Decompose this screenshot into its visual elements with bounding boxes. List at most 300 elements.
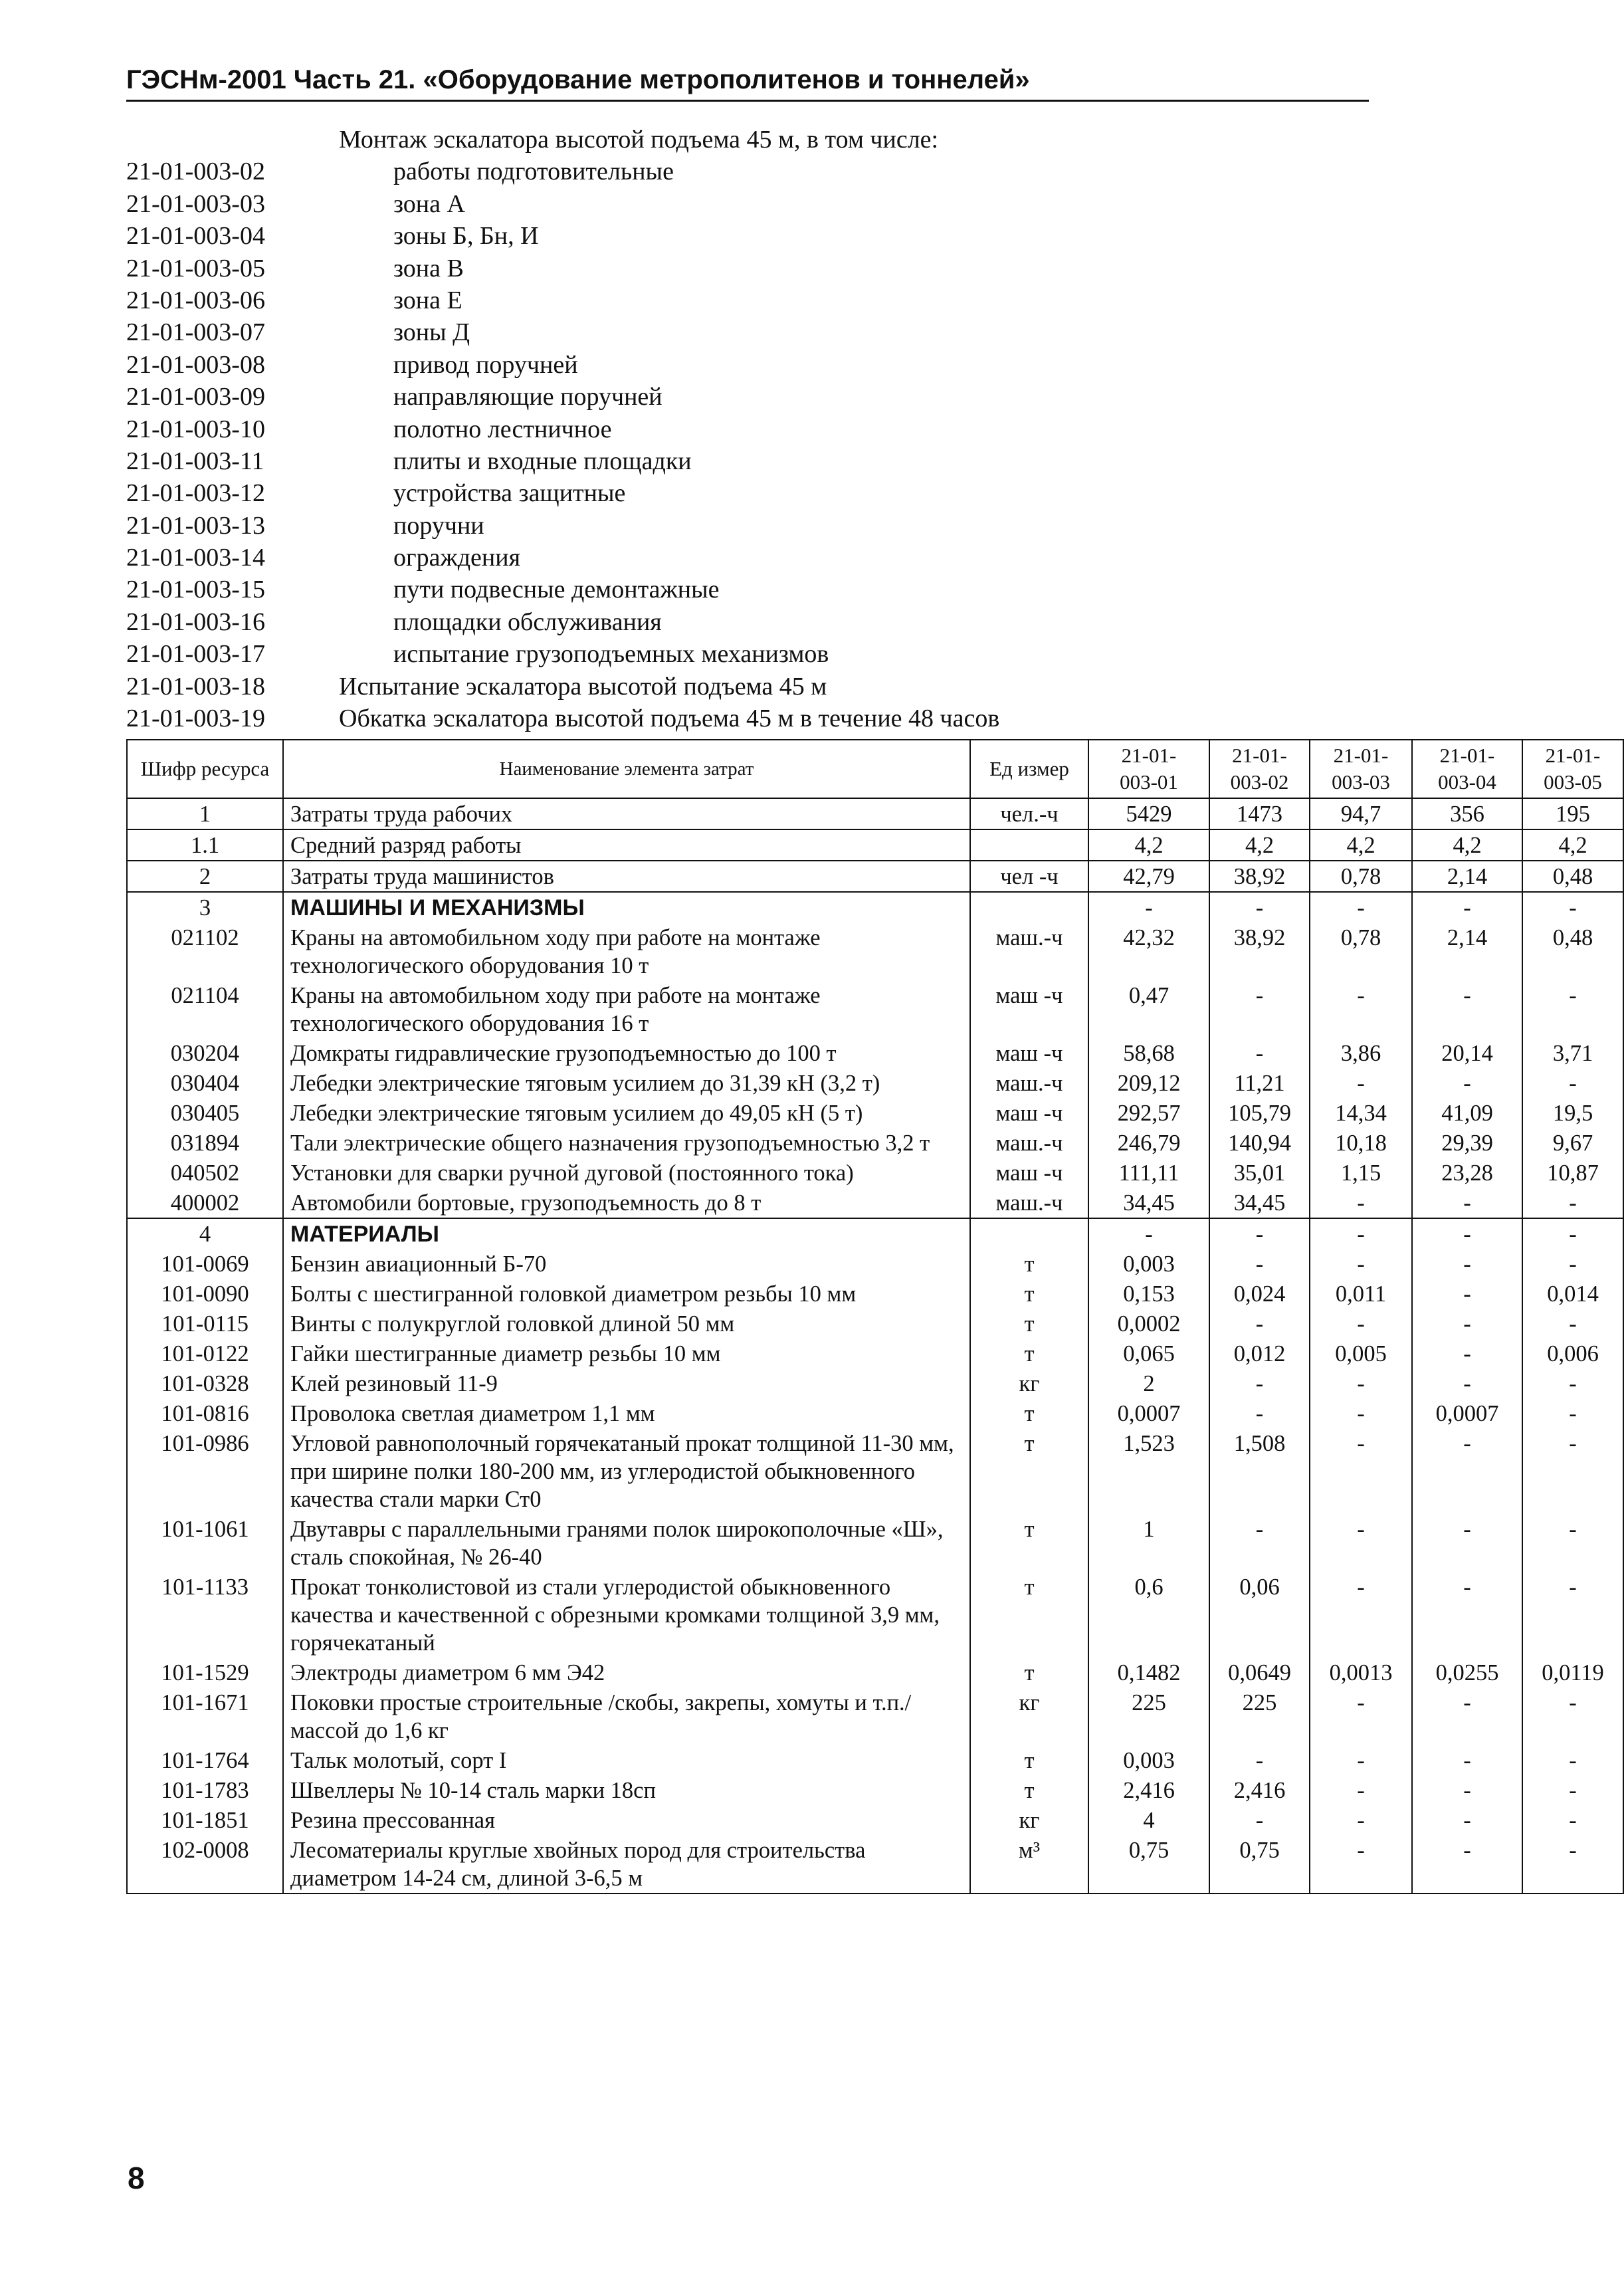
code-list-item-text: площадки обслуживания (393, 607, 662, 636)
value-cell: 3,71 (1522, 1038, 1623, 1068)
unit-cell: кг (970, 1805, 1088, 1835)
value-cell: 0,065 (1088, 1339, 1209, 1368)
value-cell: - (1209, 1368, 1310, 1398)
unit-cell: т (970, 1428, 1088, 1514)
code-list-item-code: 21-01-003-08 (126, 350, 265, 379)
resource-code-cell: 101-1851 (127, 1805, 283, 1835)
code-list (126, 124, 1356, 734)
value-cell: 0,014 (1522, 1279, 1623, 1309)
value-cell: 35,01 (1209, 1158, 1310, 1188)
value-cell: - (1310, 1249, 1412, 1279)
element-name-cell: Установки для сварки ручной дуговой (постоянного тока) (283, 1158, 970, 1188)
table-row (127, 1658, 1623, 1687)
resource-code-cell: 101-1133 (127, 1572, 283, 1658)
value-cell: 0,75 (1088, 1835, 1209, 1894)
value-cell: - (1310, 1687, 1412, 1745)
value-cell: 11,21 (1209, 1068, 1310, 1098)
code-list-item-code: 21-01-003-12 (126, 479, 265, 508)
value-cell: 2,14 (1412, 922, 1522, 980)
value-cell: - (1522, 1835, 1623, 1894)
value-cell: 58,68 (1088, 1038, 1209, 1068)
value-cell: 4,2 (1310, 829, 1412, 861)
resource-table (126, 739, 1624, 1894)
table-row (127, 798, 1623, 829)
table-row (127, 1745, 1623, 1775)
unit-cell: маш -ч (970, 980, 1088, 1038)
table-row (127, 1398, 1623, 1428)
code-list-item-code: 21-01-003-07 (126, 318, 265, 347)
value-cell: 0,011 (1310, 1279, 1412, 1309)
unit-cell: маш -ч (970, 1098, 1088, 1128)
table-row (127, 1249, 1623, 1279)
header-unit: Ед измер (970, 740, 1088, 798)
value-cell: - (1310, 1398, 1412, 1428)
value-cell: 0,006 (1522, 1339, 1623, 1368)
code-list-item-text: зоны Б, Бн, И (393, 222, 539, 251)
value-cell: 10,18 (1310, 1128, 1412, 1158)
code-list-item-text: плиты и входные площадки (393, 447, 692, 475)
code-list-item (126, 220, 1356, 252)
resource-code-cell: 3 (127, 892, 283, 922)
value-cell: 0,003 (1088, 1745, 1209, 1775)
resource-code-cell: 031894 (127, 1128, 283, 1158)
value-cell: - (1310, 1835, 1412, 1894)
value-cell: - (1209, 1038, 1310, 1068)
code-list-item-code: 21-01-003-09 (126, 383, 265, 411)
value-cell: - (1209, 1514, 1310, 1572)
value-cell: - (1412, 1745, 1522, 1775)
code-list-item-text: зоны Д (393, 318, 470, 347)
code-list-item-code: 21-01-003-18 (126, 672, 265, 701)
resource-code-cell: 021102 (127, 922, 283, 980)
code-list-item (126, 671, 1356, 703)
value-cell: 3,86 (1310, 1038, 1412, 1068)
value-cell: - (1522, 1368, 1623, 1398)
code-list-item-text: зона А (393, 189, 465, 218)
code-list-item-text: работы подготовительные (393, 158, 674, 186)
unit-cell: т (970, 1775, 1088, 1805)
unit-cell: т (970, 1249, 1088, 1279)
value-cell: 0,48 (1522, 861, 1623, 892)
value-cell: 4,2 (1209, 829, 1310, 861)
table-row (127, 922, 1623, 980)
value-cell: 9,67 (1522, 1128, 1623, 1158)
value-cell: - (1310, 1745, 1412, 1775)
value-cell: 1,15 (1310, 1158, 1412, 1188)
value-cell: - (1412, 1687, 1522, 1745)
value-cell: 0,0255 (1412, 1658, 1522, 1687)
value-cell: 209,12 (1088, 1068, 1209, 1098)
table-row (127, 1835, 1623, 1894)
value-cell: 0,0013 (1310, 1658, 1412, 1687)
table-row (127, 1687, 1623, 1745)
value-cell: 225 (1209, 1687, 1310, 1745)
value-cell: - (1522, 1428, 1623, 1514)
code-list-item (126, 477, 1356, 509)
value-cell: - (1412, 1339, 1522, 1368)
page-header: ГЭСНм-2001 Часть 21. «Оборудование метрополитенов и тоннелей» (126, 61, 1369, 102)
value-cell: - (1209, 1218, 1310, 1249)
value-cell: - (1412, 1279, 1522, 1309)
value-cell: - (1522, 1514, 1623, 1572)
code-list-item (126, 638, 1356, 670)
table-row (127, 1428, 1623, 1514)
unit-cell (970, 892, 1088, 922)
code-list-item-text: устройства защитные (393, 479, 626, 508)
code-list-item (126, 510, 1356, 542)
unit-cell: т (970, 1398, 1088, 1428)
header-col-4: 21-01- 003-04 (1412, 740, 1522, 798)
element-name-cell: Винты с полукруглой головкой длиной 50 мм (283, 1309, 970, 1339)
value-cell: - (1412, 1218, 1522, 1249)
value-cell: 2,416 (1088, 1775, 1209, 1805)
header-element-name: Наименование элемента затрат (283, 740, 970, 798)
value-cell: - (1310, 892, 1412, 922)
header-col-5: 21-01- 003-05 (1522, 740, 1623, 798)
unit-cell: маш -ч (970, 1038, 1088, 1068)
table-row (127, 1038, 1623, 1068)
element-name-cell: Краны на автомобильном ходу при работе на монтаже технологического оборудования 10 т (283, 922, 970, 980)
value-cell: - (1412, 1514, 1522, 1572)
element-name-cell: Краны на автомобильном ходу при работе на монтаже технологического оборудования 16 т (283, 980, 970, 1038)
code-list-item-code: 21-01-003-16 (126, 607, 265, 636)
resource-code-cell: 101-0069 (127, 1249, 283, 1279)
code-list-item-text: Обкатка эскалатора высотой подъема 45 м в течение 48 часов (339, 705, 1000, 733)
value-cell: - (1412, 1805, 1522, 1835)
resource-code-cell: 101-1061 (127, 1514, 283, 1572)
unit-cell: кг (970, 1368, 1088, 1398)
unit-cell: т (970, 1309, 1088, 1339)
value-cell: - (1088, 892, 1209, 922)
resource-code-cell: 030404 (127, 1068, 283, 1098)
value-cell: 42,79 (1088, 861, 1209, 892)
value-cell: 20,14 (1412, 1038, 1522, 1068)
value-cell: - (1209, 1309, 1310, 1339)
value-cell: 34,45 (1209, 1188, 1310, 1218)
value-cell: - (1088, 1218, 1209, 1249)
element-name-cell: Прокат тонколистовой из стали углеродистой обыкновенного качества и качественной с обрезными кромками толщиной 3,9 мм, горячекатаный (283, 1572, 970, 1658)
element-name-cell: Домкраты гидравлические грузоподъемностью до 100 т (283, 1038, 970, 1068)
value-cell: - (1412, 1068, 1522, 1098)
code-list-item (126, 606, 1356, 638)
resource-code-cell: 030405 (127, 1098, 283, 1128)
value-cell: 356 (1412, 798, 1522, 829)
code-list-item-text: зона Е (393, 286, 462, 314)
element-name-cell: МАТЕРИАЛЫ (283, 1218, 970, 1249)
table-row (127, 861, 1623, 892)
value-cell: - (1209, 1805, 1310, 1835)
resource-code-cell: 101-1783 (127, 1775, 283, 1805)
value-cell: 42,32 (1088, 922, 1209, 980)
element-name-cell: Угловой равнополочный горячекатаный прокат толщиной 11-30 мм, при ширине полки 180-200 мм, из углеродистой обыкновенного качества стали марки Ст0 (283, 1428, 970, 1514)
unit-cell: т (970, 1279, 1088, 1309)
value-cell: 1 (1088, 1514, 1209, 1572)
value-cell: 0,1482 (1088, 1658, 1209, 1687)
unit-cell: кг (970, 1687, 1088, 1745)
unit-cell: чел.-ч (970, 798, 1088, 829)
value-cell: 0,0007 (1412, 1398, 1522, 1428)
unit-cell: маш.-ч (970, 922, 1088, 980)
resource-code-cell: 101-0986 (127, 1428, 283, 1514)
header-col-3: 21-01- 003-03 (1310, 740, 1412, 798)
resource-code-cell: 400002 (127, 1188, 283, 1218)
code-list-item (126, 413, 1356, 445)
value-cell: - (1310, 1068, 1412, 1098)
unit-cell (970, 1218, 1088, 1249)
element-name-cell: Тальк молотый, сорт I (283, 1745, 970, 1775)
unit-cell: маш.-ч (970, 1128, 1088, 1158)
element-name-cell: Проволока светлая диаметром 1,1 мм (283, 1398, 970, 1428)
value-cell: 225 (1088, 1687, 1209, 1745)
code-list-item-text: поручни (393, 511, 484, 540)
value-cell: 4,2 (1412, 829, 1522, 861)
element-name-cell: Двутавры с параллельными гранями полок широкополочные «Ш», сталь спокойная, № 26-40 (283, 1514, 970, 1572)
code-list-item-code: 21-01-003-15 (126, 576, 265, 604)
value-cell: - (1412, 1835, 1522, 1894)
value-cell: - (1412, 1572, 1522, 1658)
value-cell: 0,024 (1209, 1279, 1310, 1309)
header-resource-code: Шифр ресурса (127, 740, 283, 798)
code-list-item-code: 21-01-003-10 (126, 415, 265, 443)
table-row (127, 1805, 1623, 1835)
value-cell: - (1412, 1428, 1522, 1514)
unit-cell: т (970, 1514, 1088, 1572)
element-name-cell: Поковки простые строительные /скобы, закрепы, хомуты и т.п./ массой до 1,6 кг (283, 1687, 970, 1745)
value-cell: 34,45 (1088, 1188, 1209, 1218)
value-cell: - (1310, 980, 1412, 1038)
unit-cell: т (970, 1658, 1088, 1687)
value-cell: 4,2 (1522, 829, 1623, 861)
value-cell: - (1412, 1309, 1522, 1339)
value-cell: - (1522, 1188, 1623, 1218)
value-cell: 0,47 (1088, 980, 1209, 1038)
table-row (127, 1098, 1623, 1128)
value-cell: - (1412, 1188, 1522, 1218)
value-cell: - (1522, 1572, 1623, 1658)
value-cell: - (1310, 1514, 1412, 1572)
resource-code-cell: 1 (127, 798, 283, 829)
code-list-item-text: зона В (393, 254, 464, 282)
value-cell: 38,92 (1209, 861, 1310, 892)
element-name-cell: Автомобили бортовые, грузоподъемность до 8 т (283, 1188, 970, 1218)
element-name-cell: Лебедки электрические тяговым усилием до 31,39 кН (3,2 т) (283, 1068, 970, 1098)
value-cell: - (1310, 1775, 1412, 1805)
element-name-cell: Клей резиновый 11-9 (283, 1368, 970, 1398)
code-list-item-code: 21-01-003-03 (126, 189, 265, 218)
unit-cell: маш.-ч (970, 1188, 1088, 1218)
value-cell: - (1310, 1805, 1412, 1835)
element-name-cell: Затраты труда рабочих (283, 798, 970, 829)
value-cell: 0,0002 (1088, 1309, 1209, 1339)
table-row (127, 1368, 1623, 1398)
value-cell: 94,7 (1310, 798, 1412, 829)
table-row (127, 1158, 1623, 1188)
code-list-item-text: ограждения (393, 544, 521, 572)
unit-cell (970, 829, 1088, 861)
value-cell: 4,2 (1088, 829, 1209, 861)
code-list-item-text: испытание грузоподъемных механизмов (393, 640, 829, 669)
value-cell: 4 (1088, 1805, 1209, 1835)
page-number: 8 (128, 2161, 145, 2195)
resource-code-cell: 101-1671 (127, 1687, 283, 1745)
value-cell: - (1522, 1687, 1623, 1745)
code-list-item-code: 21-01-003-13 (126, 511, 265, 540)
unit-cell: м³ (970, 1835, 1088, 1894)
table-row (127, 1188, 1623, 1218)
value-cell: 0,6 (1088, 1572, 1209, 1658)
code-list-item (126, 381, 1356, 413)
resource-code-cell: 030204 (127, 1038, 283, 1068)
resource-code-cell: 101-0328 (127, 1368, 283, 1398)
resource-code-cell: 4 (127, 1218, 283, 1249)
value-cell: - (1412, 1368, 1522, 1398)
code-list-item-text: пути подвесные демонтажные (393, 576, 720, 604)
element-name-cell: Тали электрические общего назначения грузоподъемностью 3,2 т (283, 1128, 970, 1158)
table-header-row (127, 740, 1623, 798)
value-cell: 0,78 (1310, 922, 1412, 980)
table-row (127, 1128, 1623, 1158)
code-list-title: Монтаж эскалатора высотой подъема 45 м, в том числе: (339, 126, 939, 154)
unit-cell: чел -ч (970, 861, 1088, 892)
value-cell: - (1522, 1249, 1623, 1279)
value-cell: - (1310, 1572, 1412, 1658)
element-name-cell: МАШИНЫ И МЕХАНИЗМЫ (283, 892, 970, 922)
code-list-item (126, 445, 1356, 477)
unit-cell: маш.-ч (970, 1068, 1088, 1098)
value-cell: 0,0007 (1088, 1398, 1209, 1428)
value-cell: - (1522, 892, 1623, 922)
element-name-cell: Швеллеры № 10-14 сталь марки 18сп (283, 1775, 970, 1805)
unit-cell: т (970, 1745, 1088, 1775)
value-cell: - (1310, 1309, 1412, 1339)
value-cell: 2 (1088, 1368, 1209, 1398)
value-cell: 1,508 (1209, 1428, 1310, 1514)
table-row (127, 1775, 1623, 1805)
element-name-cell: Лебедки электрические тяговым усилием до 49,05 кН (5 т) (283, 1098, 970, 1128)
value-cell: - (1209, 1249, 1310, 1279)
value-cell: 0,75 (1209, 1835, 1310, 1894)
code-list-item (126, 703, 1356, 734)
unit-cell: маш -ч (970, 1158, 1088, 1188)
table-row (127, 1572, 1623, 1658)
value-cell: 2,14 (1412, 861, 1522, 892)
code-list-item (126, 188, 1356, 220)
resource-code-cell: 102-0008 (127, 1835, 283, 1894)
code-list-item (126, 284, 1356, 316)
value-cell: 0,78 (1310, 861, 1412, 892)
resource-code-cell: 101-1764 (127, 1745, 283, 1775)
table-section-row (127, 892, 1623, 922)
unit-cell: т (970, 1572, 1088, 1658)
code-list-title-row (126, 124, 1356, 156)
value-cell: 0,0119 (1522, 1658, 1623, 1687)
table-row (127, 1279, 1623, 1309)
value-cell: 14,34 (1310, 1098, 1412, 1128)
value-cell: 19,5 (1522, 1098, 1623, 1128)
value-cell: 5429 (1088, 798, 1209, 829)
table-row (127, 1339, 1623, 1368)
value-cell: 0,153 (1088, 1279, 1209, 1309)
value-cell: - (1209, 980, 1310, 1038)
code-list-item-code: 21-01-003-05 (126, 254, 265, 282)
value-cell: - (1310, 1188, 1412, 1218)
resource-code-cell: 021104 (127, 980, 283, 1038)
code-list-item (126, 574, 1356, 605)
value-cell: - (1209, 892, 1310, 922)
value-cell: 0,06 (1209, 1572, 1310, 1658)
value-cell: - (1209, 1398, 1310, 1428)
value-cell: - (1522, 1775, 1623, 1805)
value-cell: 23,28 (1412, 1158, 1522, 1188)
value-cell: 1,523 (1088, 1428, 1209, 1514)
code-list-item (126, 349, 1356, 381)
value-cell: - (1522, 1309, 1623, 1339)
code-list-item (126, 253, 1356, 284)
value-cell: 111,11 (1088, 1158, 1209, 1188)
value-cell: - (1412, 892, 1522, 922)
code-list-item-code: 21-01-003-11 (126, 447, 264, 475)
code-list-item-code: 21-01-003-04 (126, 222, 265, 251)
code-list-item-text: полотно лестничное (393, 415, 612, 443)
value-cell: - (1522, 1745, 1623, 1775)
value-cell: - (1522, 1218, 1623, 1249)
value-cell: 0,48 (1522, 922, 1623, 980)
header-col-2: 21-01- 003-02 (1209, 740, 1310, 798)
value-cell: 29,39 (1412, 1128, 1522, 1158)
element-name-cell: Бензин авиационный Б-70 (283, 1249, 970, 1279)
code-list-item (126, 542, 1356, 574)
element-name-cell: Лесоматериалы круглые хвойных пород для строительства диаметром 14-24 см, длиной 3-6,5 м (283, 1835, 970, 1894)
code-list-item-code: 21-01-003-17 (126, 640, 265, 669)
value-cell: 246,79 (1088, 1128, 1209, 1158)
value-cell: 38,92 (1209, 922, 1310, 980)
header-col-1: 21-01- 003-01 (1088, 740, 1209, 798)
element-name-cell: Болты с шестигранной головкой диаметром резьбы 10 мм (283, 1279, 970, 1309)
table-section-row (127, 1218, 1623, 1249)
value-cell: 0,003 (1088, 1249, 1209, 1279)
value-cell: 105,79 (1209, 1098, 1310, 1128)
code-list-item-text: направляющие поручней (393, 383, 662, 411)
code-list-item (126, 316, 1356, 348)
resource-code-cell: 040502 (127, 1158, 283, 1188)
unit-cell: т (970, 1339, 1088, 1368)
element-name-cell: Затраты труда машинистов (283, 861, 970, 892)
resource-code-cell: 101-0115 (127, 1309, 283, 1339)
value-cell: - (1310, 1368, 1412, 1398)
code-list-item-code: 21-01-003-19 (126, 705, 265, 733)
value-cell: - (1522, 1805, 1623, 1835)
value-cell: - (1522, 980, 1623, 1038)
table-row (127, 1309, 1623, 1339)
value-cell: - (1310, 1428, 1412, 1514)
value-cell: - (1522, 1398, 1623, 1428)
value-cell: - (1310, 1218, 1412, 1249)
code-list-item-code: 21-01-003-06 (126, 286, 265, 314)
value-cell: 0,005 (1310, 1339, 1412, 1368)
value-cell: - (1412, 1249, 1522, 1279)
value-cell: 292,57 (1088, 1098, 1209, 1128)
value-cell: - (1209, 1745, 1310, 1775)
resource-code-cell: 101-0122 (127, 1339, 283, 1368)
resource-code-cell: 1.1 (127, 829, 283, 861)
resource-code-cell: 101-1529 (127, 1658, 283, 1687)
value-cell: 2,416 (1209, 1775, 1310, 1805)
table-row (127, 980, 1623, 1038)
element-name-cell: Гайки шестигранные диаметр резьбы 10 мм (283, 1339, 970, 1368)
resource-code-cell: 101-0816 (127, 1398, 283, 1428)
resource-code-cell: 101-0090 (127, 1279, 283, 1309)
value-cell: - (1412, 980, 1522, 1038)
